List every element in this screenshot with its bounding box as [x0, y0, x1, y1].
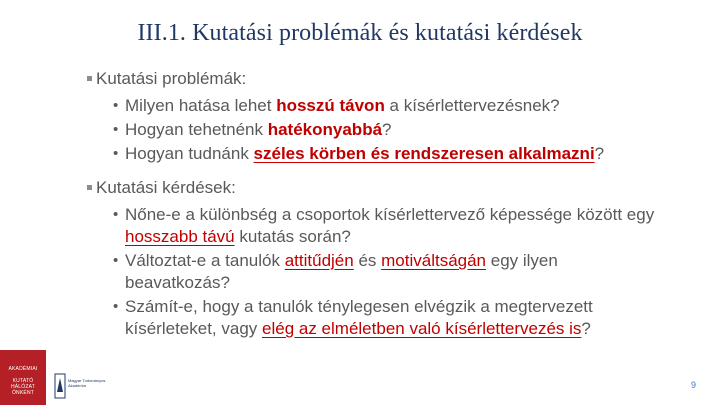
item-text: kutatás során?: [234, 227, 351, 246]
institution-logo-red: [0, 350, 46, 405]
item-highlight: hosszú távon: [276, 96, 385, 115]
logo-text-line: Magyar Tudományos: [68, 378, 106, 383]
item-text: a kísérlettervezésnek?: [384, 96, 560, 115]
item-text: ?: [581, 319, 591, 338]
bullet-dot-icon: •: [113, 145, 119, 162]
logo-text: KUTATÓ HÁLÓZAT: [10, 378, 36, 390]
square-bullet-icon: [87, 185, 92, 190]
bullet-dot-icon: •: [113, 121, 119, 138]
list-item: [113, 119, 695, 141]
item-text: Számít-e, hogy a tanulók ténylegesen elvégzik a megtervezett: [125, 297, 593, 316]
item-text: Hogyan tehetnénk: [125, 120, 268, 139]
item-text: kísérleteket, vagy: [125, 319, 263, 338]
bullet-dot-icon: •: [113, 252, 119, 269]
item-highlight: hatékonyabbá: [267, 120, 383, 139]
item-highlight: elég az elméletben való kísérlettervezés is: [262, 319, 582, 338]
item-text: beavatkozás?: [125, 273, 230, 292]
logo-text: ÖNKÉNT: [11, 390, 35, 396]
item-highlight: attitűdjén: [284, 251, 354, 270]
list-item: [113, 204, 695, 248]
list-item: [113, 250, 695, 294]
list-item: [113, 296, 695, 340]
academy-logo-text: [68, 378, 105, 388]
section-heading-problems: [96, 68, 246, 90]
logo-text: AKADÉMIAI: [8, 366, 38, 372]
bullet-dot-icon: •: [113, 97, 119, 114]
slide-title: III.1. Kutatási problémák és kutatási kérdések: [137, 20, 583, 46]
list-item: [113, 95, 695, 117]
item-text: ?: [594, 144, 605, 163]
bullet-dot-icon: •: [113, 298, 119, 315]
item-text: Változtat-e a tanulók: [125, 251, 285, 270]
section-heading-questions: [96, 177, 236, 199]
square-bullet-icon: [87, 76, 92, 81]
page-number: 9: [690, 380, 696, 390]
list-item: [113, 143, 695, 165]
item-highlight: motiváltságán: [381, 251, 487, 270]
item-text: Milyen hatása lehet: [125, 96, 277, 115]
heading-text: Kutatási kérdések:: [96, 178, 236, 197]
academy-emblem-icon: [54, 372, 66, 400]
item-highlight: széles körben és rendszeresen alkalmazni: [253, 144, 595, 163]
item-text: ?: [382, 120, 392, 139]
item-text: Nőne-e a különbség a csoportok kísérlettervező képessége között egy: [125, 205, 655, 224]
item-text: egy ilyen: [486, 251, 558, 270]
heading-text: Kutatási problémák:: [96, 69, 247, 88]
logo-text-line: Akadémia: [68, 383, 86, 388]
item-highlight: hosszabb távú: [125, 227, 235, 246]
item-text: Hogyan tudnánk: [125, 144, 254, 163]
bullet-dot-icon: •: [113, 206, 119, 223]
item-text: és: [353, 251, 382, 270]
